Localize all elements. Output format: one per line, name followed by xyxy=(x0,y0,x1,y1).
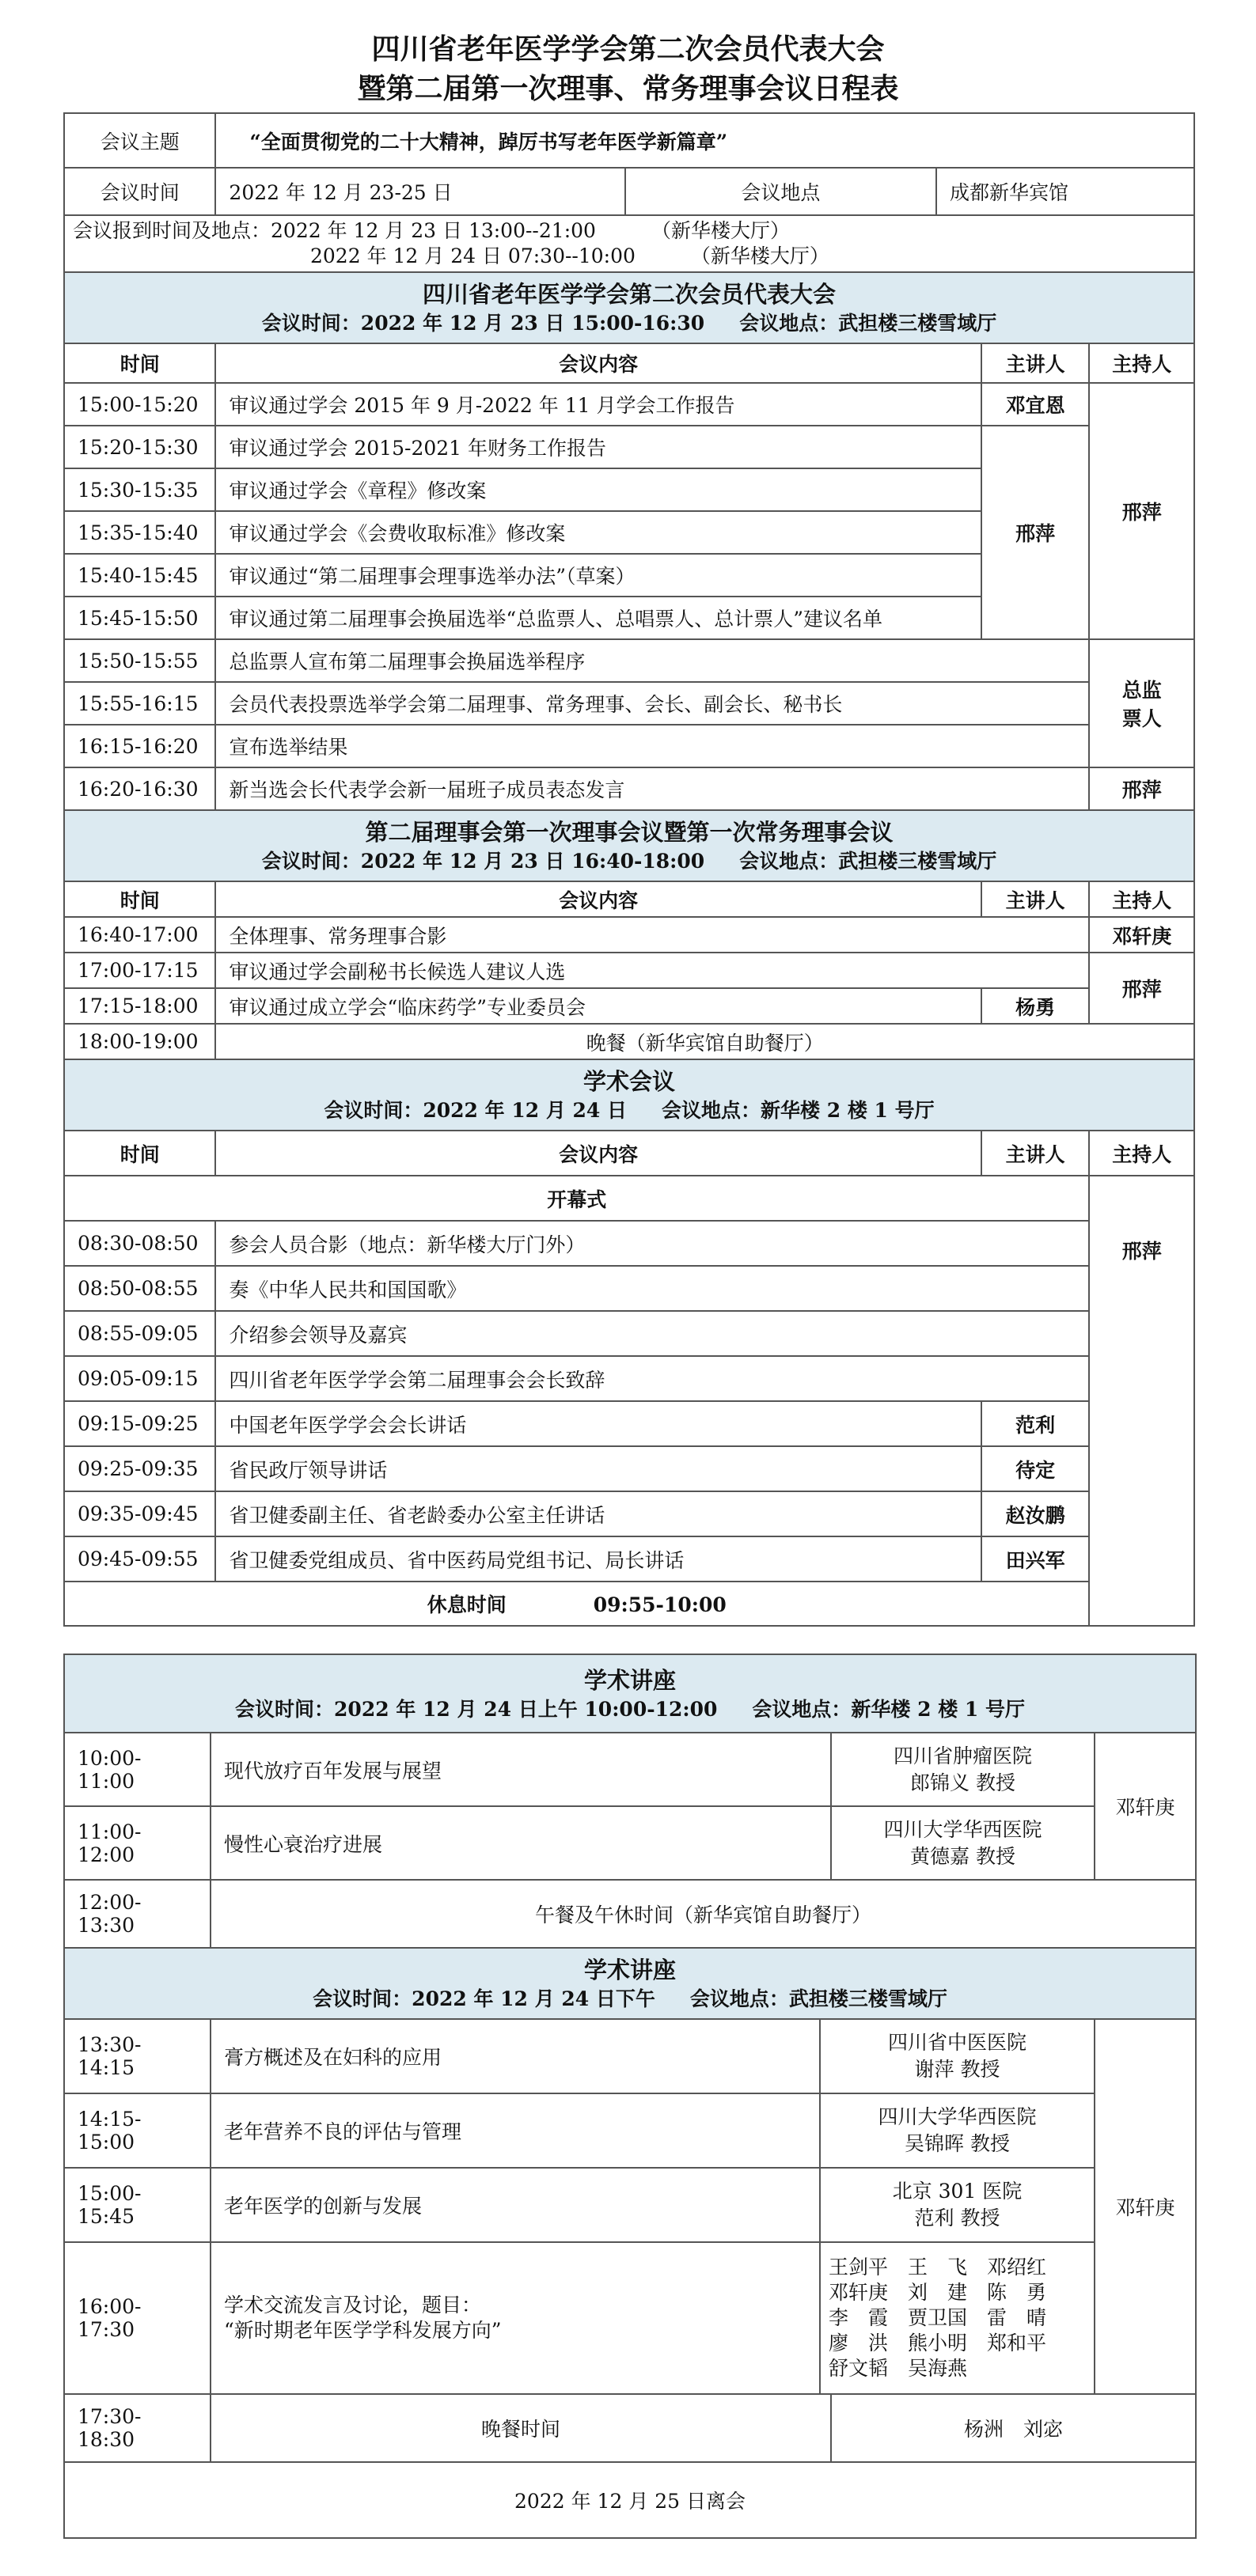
table-row xyxy=(64,988,1194,1024)
speaker-names-line: 廖 洪 熊小明 郑和平 xyxy=(829,2332,1047,2354)
row-time: 15:00-15:20 xyxy=(64,383,215,426)
section-4-place: 会议地点：新华楼 2 楼 1 号厅 xyxy=(752,1697,1026,1721)
register-1-time: 2022 年 12 月 23 日 13:00--21:00 xyxy=(271,219,596,242)
row-time: 17:30-18:30 xyxy=(64,2394,211,2462)
table-row xyxy=(64,1356,1194,1401)
speaker-name: 谢萍 教授 xyxy=(914,2058,1000,2081)
table-row xyxy=(64,1536,1194,1582)
col-header-speaker: 主讲人 xyxy=(981,881,1090,917)
col-header-time: 时间 xyxy=(64,881,215,917)
row-content: 午餐及午休时间（新华宾馆自助餐厅） xyxy=(211,1880,1196,1948)
row-time: 12:00-13:30 xyxy=(64,1880,211,1948)
section-1-place: 会议地点：武担楼三楼雪域厅 xyxy=(739,312,997,335)
row-host: 邢萍 xyxy=(1089,1176,1194,1626)
table-row xyxy=(64,426,1194,468)
row-time: 15:20-15:30 xyxy=(64,426,215,468)
section-3-place: 会议地点：新华楼 2 楼 1 号厅 xyxy=(662,1099,935,1122)
row-time: 17:15-18:00 xyxy=(64,988,215,1024)
row-content: 参会人员合影（地点：新华楼大厅门外） xyxy=(215,1221,1089,1266)
speaker-name: 黄德嘉 教授 xyxy=(910,1844,1015,1868)
section-1-column-headers xyxy=(64,343,1194,383)
row-content: 介绍参会领导及嘉宾 xyxy=(215,1311,1089,1356)
speaker-org: 四川大学华西医院 xyxy=(883,1817,1042,1841)
place-value: 成都新华宾馆 xyxy=(936,168,1194,215)
row-time: 16:20-16:30 xyxy=(64,767,215,810)
section-2-column-headers xyxy=(64,881,1194,917)
theme-value: “全面贯彻党的二十大精神，踔厉书写老年医学新篇章” xyxy=(215,113,1194,168)
row-content: 慢性心衰治疗进展 xyxy=(211,1806,831,1880)
row-time: 15:35-15:40 xyxy=(64,511,215,554)
section-5-time: 会议时间：2022 年 12 月 24 日下午 xyxy=(313,1987,655,2010)
col-header-content: 会议内容 xyxy=(215,343,981,383)
section-1-title: 四川省老年医学学会第二次会员代表大会 xyxy=(422,281,836,308)
section-3-title: 学术会议 xyxy=(582,1068,675,1095)
table-row xyxy=(64,1024,1194,1059)
section-2-title: 第二届理事会第一次理事会议暨第一次常务理事会议 xyxy=(365,819,894,846)
row-content: 膏方概述及在妇科的应用 xyxy=(211,2019,820,2093)
speaker-org: 四川大学华西医院 xyxy=(878,2105,1037,2128)
row-time: 17:00-17:15 xyxy=(64,953,215,988)
section-3-header xyxy=(64,1059,1194,1131)
register-2-place: （新华楼大厅） xyxy=(690,244,829,267)
col-header-host: 主持人 xyxy=(1089,881,1194,917)
speaker-names-line: 王剑平 王 飞 邓绍红 xyxy=(829,2256,1047,2279)
departure-row xyxy=(64,2462,1196,2538)
row-speaker xyxy=(831,1733,1095,1806)
table-row xyxy=(64,917,1194,953)
row-content: 老年营养不良的评估与管理 xyxy=(211,2093,820,2168)
col-header-host: 主持人 xyxy=(1089,1131,1194,1176)
theme-row xyxy=(64,113,1194,168)
dinner-row xyxy=(64,2394,1196,2462)
row-speaker: 邢萍 xyxy=(981,426,1090,639)
row-speaker xyxy=(820,2168,1095,2242)
row-content: 现代放疗百年发展与展望 xyxy=(211,1733,831,1806)
row-time: 15:55-16:15 xyxy=(64,682,215,725)
opening-row xyxy=(64,1176,1194,1221)
row-time: 16:40-17:00 xyxy=(64,917,215,953)
table-row xyxy=(64,1733,1196,1806)
section-5-header xyxy=(64,1948,1196,2019)
table-row xyxy=(64,1446,1194,1491)
table-row xyxy=(64,1311,1194,1356)
section-3-banner xyxy=(64,1059,1194,1131)
section-1-banner xyxy=(64,272,1194,343)
time-label: 会议时间 xyxy=(64,168,215,215)
row-content: 宣布选举结果 xyxy=(215,725,1089,767)
discussion-line-1: 学术交流发言及讨论，题目： xyxy=(224,2294,482,2317)
time-value: 2022 年 12 月 23-25 日 xyxy=(215,168,624,215)
row-content: 晚餐时间 xyxy=(211,2394,831,2462)
row-content: 审议通过学会副秘书长候选人建议人选 xyxy=(215,953,1089,988)
discussion-row xyxy=(64,2242,1196,2394)
section-3-time: 会议时间：2022 年 12 月 24 日 xyxy=(324,1099,628,1122)
speaker-name: 范利 教授 xyxy=(914,2207,1000,2229)
table-row xyxy=(64,1806,1196,1880)
row-content: 总监票人宣布第二届理事会换届选举程序 xyxy=(215,639,1089,682)
section-2-banner xyxy=(64,810,1194,881)
row-time: 15:50-15:55 xyxy=(64,639,215,682)
departure-info: 2022 年 12 月 25 日离会 xyxy=(64,2462,1196,2538)
col-header-time: 时间 xyxy=(64,1131,215,1176)
row-speaker xyxy=(820,2093,1095,2168)
row-time: 08:55-09:05 xyxy=(64,1311,215,1356)
col-header-host: 主持人 xyxy=(1089,343,1194,383)
table-row xyxy=(64,767,1194,810)
col-header-speaker: 主讲人 xyxy=(981,343,1090,383)
speaker-org: 北京 301 医院 xyxy=(892,2180,1023,2203)
section-4-title: 学术讲座 xyxy=(584,1666,677,1694)
table-row xyxy=(64,1491,1194,1536)
row-content: 审议通过学会《章程》修改案 xyxy=(215,468,981,511)
row-content: 审议通过学会 2015-2021 年财务工作报告 xyxy=(215,426,981,468)
table-row xyxy=(64,383,1194,426)
row-speaker: 待定 xyxy=(981,1446,1090,1491)
col-header-content: 会议内容 xyxy=(215,1131,981,1176)
table-row xyxy=(64,1401,1194,1446)
row-content: 省卫健委副主任、省老龄委办公室主任讲话 xyxy=(215,1491,981,1536)
register-info xyxy=(64,215,1194,272)
section-2-header xyxy=(64,810,1194,881)
section-3-column-headers xyxy=(64,1131,1194,1176)
table-row xyxy=(64,1266,1194,1311)
row-content: 奏《中华人民共和国国歌》 xyxy=(215,1266,1089,1311)
speaker-names-line: 邓轩庚 刘 建 陈 勇 xyxy=(829,2281,1047,2304)
table-row xyxy=(64,1221,1194,1266)
row-content: 审议通过成立学会“临床药学”专业委员会 xyxy=(215,988,981,1024)
break-label: 休息时间 xyxy=(427,1593,507,1616)
table-row xyxy=(64,682,1194,725)
row-host: 总监票人 xyxy=(1089,639,1194,767)
break-row xyxy=(64,1582,1194,1626)
row-host: 邢萍 xyxy=(1089,383,1194,639)
row-time: 13:30-14:15 xyxy=(64,2019,211,2093)
speaker-org: 四川省肿瘤医院 xyxy=(893,1744,1032,1767)
section-2-place: 会议地点：武担楼三楼雪域厅 xyxy=(739,850,997,873)
row-host: 邓轩庚 xyxy=(1095,2019,1196,2394)
table-row xyxy=(64,2168,1196,2242)
row-content: 省卫健委党组成员、省中医药局党组书记、局长讲话 xyxy=(215,1536,981,1582)
row-speaker: 范利 xyxy=(981,1401,1090,1446)
speaker-name: 郎锦义 教授 xyxy=(910,1771,1015,1794)
discussion-speakers xyxy=(820,2242,1095,2394)
col-header-speaker: 主讲人 xyxy=(981,1131,1090,1176)
row-time: 09:45-09:55 xyxy=(64,1536,215,1582)
section-4-time: 会议时间：2022 年 12 月 24 日上午 10:00-12:00 xyxy=(235,1697,718,1721)
row-content: 新当选会长代表学会新一届班子成员表态发言 xyxy=(215,767,1089,810)
row-host: 邓轩庚 xyxy=(1089,917,1194,953)
row-time: 08:50-08:55 xyxy=(64,1266,215,1311)
row-content: 审议通过学会《会费收取标准》修改案 xyxy=(215,511,981,554)
row-speaker: 田兴军 xyxy=(981,1536,1090,1582)
section-4-banner xyxy=(64,1654,1196,1733)
lunch-row xyxy=(64,1880,1196,1948)
row-time: 09:35-09:45 xyxy=(64,1491,215,1536)
row-speaker: 赵汝鹏 xyxy=(981,1491,1090,1536)
table-row xyxy=(64,953,1194,988)
col-header-time: 时间 xyxy=(64,343,215,383)
row-host: 邓轩庚 xyxy=(1095,1733,1196,1880)
row-time: 15:40-15:45 xyxy=(64,554,215,597)
register-row xyxy=(64,215,1194,272)
section-2-time: 会议时间：2022 年 12 月 23 日 16:40-18:00 xyxy=(261,850,705,873)
discussion-line-2: “新时期老年医学学科发展方向” xyxy=(224,2319,502,2342)
register-1-place: （新华楼大厅） xyxy=(651,219,790,242)
schedule-table-lectures xyxy=(63,1654,1197,2539)
table-row xyxy=(64,725,1194,767)
row-speaker: 杨勇 xyxy=(981,988,1090,1024)
col-header-content: 会议内容 xyxy=(215,881,981,917)
row-content: 审议通过第二届理事会换届选举“总监票人、总唱票人、总计票人”建议名单 xyxy=(215,597,981,639)
section-5-title: 学术讲座 xyxy=(584,1957,677,1983)
row-time: 11:00-12:00 xyxy=(64,1806,211,1880)
row-speaker xyxy=(820,2019,1095,2093)
table-row xyxy=(64,2019,1196,2093)
row-content: 审议通过“第二届理事会理事选举办法”（草案） xyxy=(215,554,981,597)
row-host: 杨洲 刘宓 xyxy=(831,2394,1196,2462)
row-time: 10:00-11:00 xyxy=(64,1733,211,1806)
row-speaker xyxy=(831,1806,1095,1880)
row-content: 晚餐（新华宾馆自助餐厅） xyxy=(215,1024,1194,1059)
place-label: 会议地点 xyxy=(625,168,936,215)
row-time: 15:00-15:45 xyxy=(64,2168,211,2242)
break-time: 09:55-10:00 xyxy=(593,1593,727,1616)
row-time: 15:30-15:35 xyxy=(64,468,215,511)
schedule-table-main xyxy=(63,112,1195,1627)
row-time: 15:45-15:50 xyxy=(64,597,215,639)
table-row xyxy=(64,2093,1196,2168)
row-time: 09:25-09:35 xyxy=(64,1446,215,1491)
break-info xyxy=(64,1582,1089,1626)
theme-label: 会议主题 xyxy=(64,113,215,168)
page-title-line-1: 四川省老年医学学会第二次会员代表大会 xyxy=(371,32,885,66)
row-time: 09:05-09:15 xyxy=(64,1356,215,1401)
register-2-time: 2022 年 12 月 24 日 07:30--10:00 xyxy=(310,244,636,267)
register-label: 会议报到时间及地点： xyxy=(73,219,271,242)
speaker-org: 四川省中医医院 xyxy=(887,2031,1026,2054)
speaker-names-line: 舒文韬 吴海燕 xyxy=(829,2357,968,2380)
page-title-line-2: 暨第二届第一次理事、常务理事会议日程表 xyxy=(357,72,899,105)
row-time: 16:00-17:30 xyxy=(64,2242,211,2394)
section-5-banner xyxy=(64,1948,1196,2019)
opening-label: 开幕式 xyxy=(64,1176,1089,1221)
row-speaker: 邓宜恩 xyxy=(981,383,1090,426)
time-place-row xyxy=(64,168,1194,215)
row-content: 四川省老年医学学会第二届理事会会长致辞 xyxy=(215,1356,1089,1401)
row-content: 会员代表投票选举学会第二届理事、常务理事、会长、副会长、秘书长 xyxy=(215,682,1089,725)
section-5-place: 会议地点：武担楼三楼雪域厅 xyxy=(689,1987,947,2010)
row-content: 中国老年医学学会会长讲话 xyxy=(215,1401,981,1446)
row-content: 全体理事、常务理事合影 xyxy=(215,917,1089,953)
row-host: 邢萍 xyxy=(1089,953,1194,1024)
row-host: 邢萍 xyxy=(1089,767,1194,810)
row-content: 省民政厅领导讲话 xyxy=(215,1446,981,1491)
speaker-names-line: 李 霞 贾卫国 雷 晴 xyxy=(829,2306,1047,2329)
table-row xyxy=(64,639,1194,682)
row-content: 老年医学的创新与发展 xyxy=(211,2168,820,2242)
section-4-header xyxy=(64,1654,1196,1733)
row-content: 审议通过学会 2015 年 9 月-2022 年 11 月学会工作报告 xyxy=(215,383,981,426)
row-content xyxy=(211,2242,820,2394)
row-time: 09:15-09:25 xyxy=(64,1401,215,1446)
row-time: 16:15-16:20 xyxy=(64,725,215,767)
section-1-header xyxy=(64,272,1194,343)
row-time: 14:15-15:00 xyxy=(64,2093,211,2168)
speaker-name: 吴锦晖 教授 xyxy=(905,2132,1010,2155)
section-1-time: 会议时间：2022 年 12 月 23 日 15:00-16:30 xyxy=(261,312,705,335)
row-time: 08:30-08:50 xyxy=(64,1221,215,1266)
row-time: 18:00-19:00 xyxy=(64,1024,215,1059)
